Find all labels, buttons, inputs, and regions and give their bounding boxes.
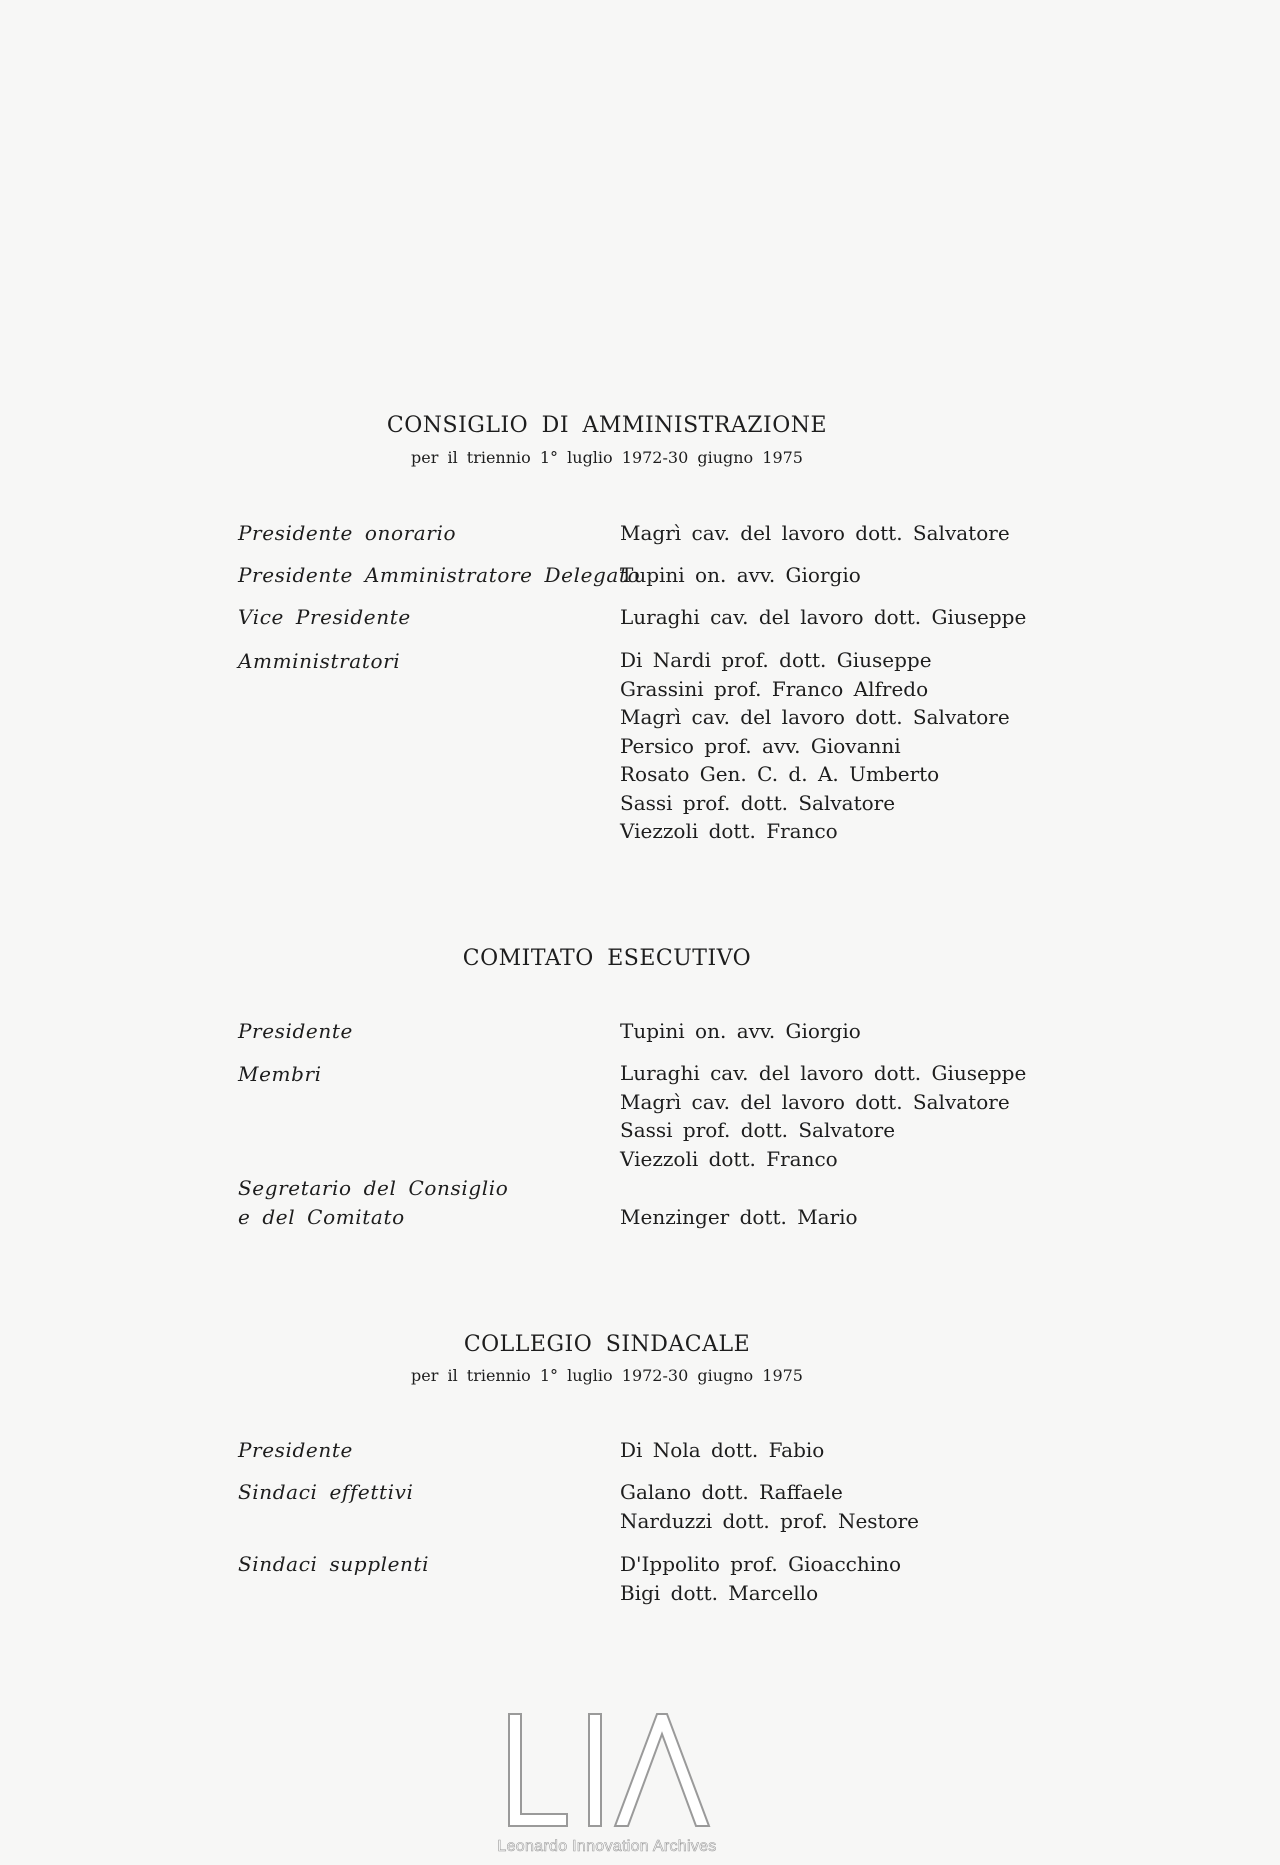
role-line: Segretario del Consiglio [238, 1176, 509, 1200]
comitato-role-segretario [238, 1174, 508, 1232]
lia-watermark-caption: Leonardo Innovation Archives [497, 1838, 717, 1855]
name-line: Tupini on. avv. Giorgio [620, 1019, 861, 1043]
consiglio-names-presidente-onorario [620, 519, 1010, 548]
comitato-title: COMITATO ESECUTIVO [462, 946, 752, 971]
consiglio-names-amministratori [620, 646, 1010, 846]
name-line: Tupini on. avv. Giorgio [620, 563, 861, 587]
consiglio-names-vice-presidente [620, 603, 1026, 632]
lia-watermark-logo [0, 1700, 1214, 1830]
name-line: Viezzoli dott. Franco [620, 1146, 838, 1171]
consiglio-role-presidente-ad: Presidente Amministratore Delegato [238, 563, 641, 587]
comitato-names-segretario [620, 1203, 858, 1232]
comitato-names-membri [620, 1059, 1026, 1173]
comitato-role-presidente: Presidente [238, 1019, 353, 1043]
name-line: Luraghi cav. del lavoro dott. Giuseppe [620, 1061, 1027, 1085]
collegio-role-sindaci-supplenti: Sindaci supplenti [238, 1552, 430, 1576]
consiglio-subtitle: per il triennio 1° luglio 1972-30 giugno 1975 [411, 448, 803, 467]
name-line: Sassi prof. dott. Salvatore [620, 790, 896, 815]
name-line: Sassi prof. dott. Salvatore [620, 1118, 896, 1142]
name-line: Rosato Gen. C. d. A. Umberto [620, 762, 940, 786]
name-line: Narduzzi dott. prof. Nestore [620, 1508, 920, 1533]
name-line: Persico prof. avv. Giovanni [620, 733, 901, 758]
role-line: e del Comitato [238, 1205, 405, 1229]
name-line: Menzinger dott. Mario [620, 1205, 858, 1229]
name-line: Magrì cav. del lavoro dott. Salvatore [620, 705, 1010, 729]
comitato-role-membri: Membri [238, 1062, 322, 1086]
collegio-names-presidente [620, 1436, 824, 1465]
name-line: Magrì cav. del lavoro dott. Salvatore [620, 521, 1010, 545]
lia-logo-icon [497, 1700, 717, 1830]
name-line: Galano dott. Raffaele [620, 1480, 843, 1504]
name-line: Di Nola dott. Fabio [620, 1438, 825, 1462]
collegio-names-sindaci-effettivi [620, 1478, 919, 1535]
comitato-names-presidente [620, 1017, 861, 1046]
collegio-names-sindaci-supplenti [620, 1550, 901, 1607]
name-line: Bigi dott. Marcello [620, 1580, 819, 1605]
consiglio-title: CONSIGLIO DI AMMINISTRAZIONE [386, 413, 828, 438]
collegio-subtitle: per il triennio 1° luglio 1972-30 giugno 1975 [411, 1366, 803, 1385]
name-line: D'Ippolito prof. Gioacchino [620, 1552, 902, 1576]
consiglio-names-presidente-ad [620, 561, 861, 590]
collegio-title: COLLEGIO SINDACALE [463, 1332, 751, 1357]
name-line: Viezzoli dott. Franco [620, 819, 838, 843]
consiglio-role-amministratori: Amministratori [238, 649, 401, 673]
name-line: Di Nardi prof. dott. Giuseppe [620, 648, 932, 672]
name-line: Grassini prof. Franco Alfredo [620, 676, 929, 701]
name-line: Luraghi cav. del lavoro dott. Giuseppe [620, 605, 1027, 629]
consiglio-role-vice-presidente: Vice Presidente [238, 605, 411, 629]
collegio-role-sindaci-effettivi: Sindaci effettivi [238, 1480, 414, 1504]
name-line: Magrì cav. del lavoro dott. Salvatore [620, 1089, 1010, 1114]
consiglio-role-presidente-onorario: Presidente onorario [238, 521, 457, 545]
collegio-role-presidente: Presidente [238, 1438, 353, 1462]
